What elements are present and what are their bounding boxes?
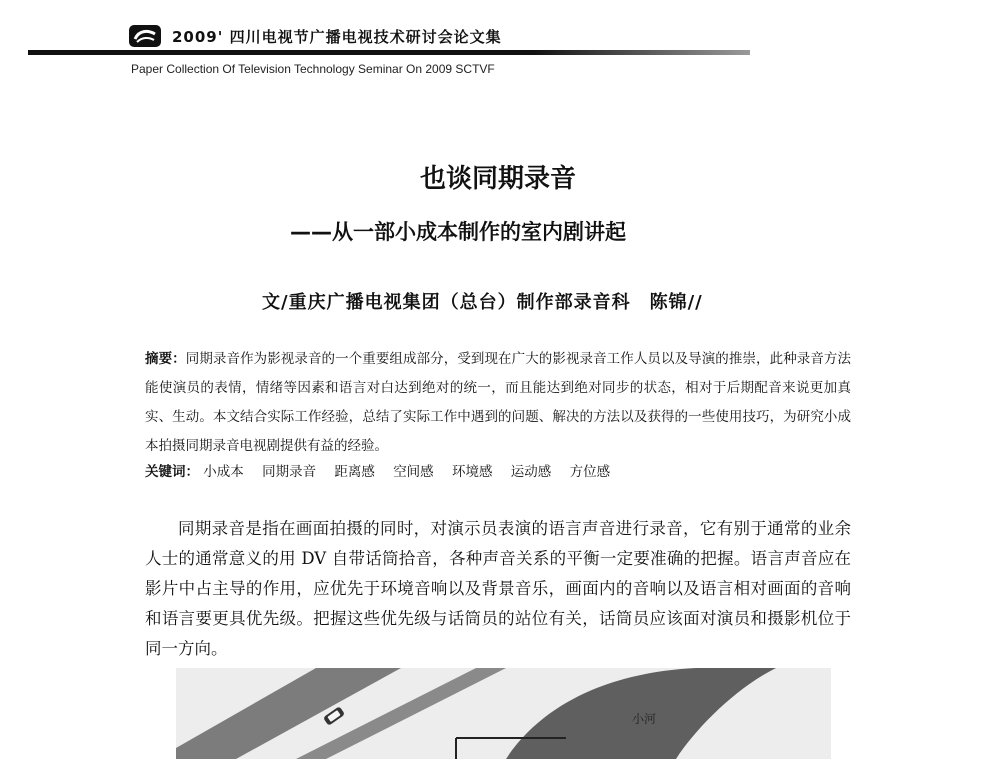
abstract bbox=[145, 345, 851, 461]
header-title: 2009' 四川电视节广播电视技术研讨会论文集 bbox=[172, 28, 502, 46]
keyword: 环境感 bbox=[451, 464, 493, 480]
sctvf-logo-icon bbox=[128, 24, 162, 48]
keyword: 空间感 bbox=[393, 464, 434, 480]
keyword: 距离感 bbox=[334, 464, 375, 480]
scene-diagram bbox=[176, 668, 831, 759]
keywords bbox=[145, 460, 851, 480]
header-divider bbox=[28, 50, 750, 55]
abstract-text: 同期录音作为影视录音的一个重要组成部分，受到现在广大的影视录音工作人员以及导演的推崇，此种录音方法能使演员的表情，情绪等因素和语言对白达到绝对的统一，而且能达到绝对同步的状态，相对于后期配音来说更加真实、生动。本文结合实际工作经验，总结了实际工作中遇到的问题、解决的方法以及获得的一些使用技巧，为研究小成本拍摄同期录音电视剧提供有益的经验。 bbox=[145, 351, 852, 454]
keyword: 小成本 bbox=[203, 464, 244, 480]
article-title: 也谈同期录音 bbox=[419, 164, 576, 194]
body-paragraph: 同期录音是指在画面拍摄的同时，对演示员表演的语言声音进行录音，它有别于通常的业余人士的通常意义的用 DV 自带话筒拾音，各种声音关系的平衡一定要准确的把握。语言声音应在影片中占主导的作用，应优先于环境音响以及背景音乐，画面内的音响以及语言相对画面的音响和语言要更具优先级。把握这些优先级与话筒员的站位有关，话筒员应该面对演员和摄影机位于同一方向。 bbox=[145, 519, 851, 658]
figure-label: 小河 bbox=[632, 712, 657, 726]
author-line: 文/重庆广播电视集团（总台）制作部录音科 陈锦// bbox=[262, 292, 703, 313]
keywords-label: 关键词： bbox=[145, 464, 199, 480]
keyword: 方位感 bbox=[569, 464, 611, 480]
abstract-label: 摘要： bbox=[145, 351, 186, 367]
article-subtitle: ——从一部小成本制作的室内剧讲起 bbox=[290, 220, 626, 244]
keyword: 同期录音 bbox=[262, 464, 317, 480]
keyword: 运动感 bbox=[510, 464, 552, 480]
header-subtitle: Paper Collection Of Television Technology Seminar On 2009 SCTVF bbox=[131, 62, 495, 76]
